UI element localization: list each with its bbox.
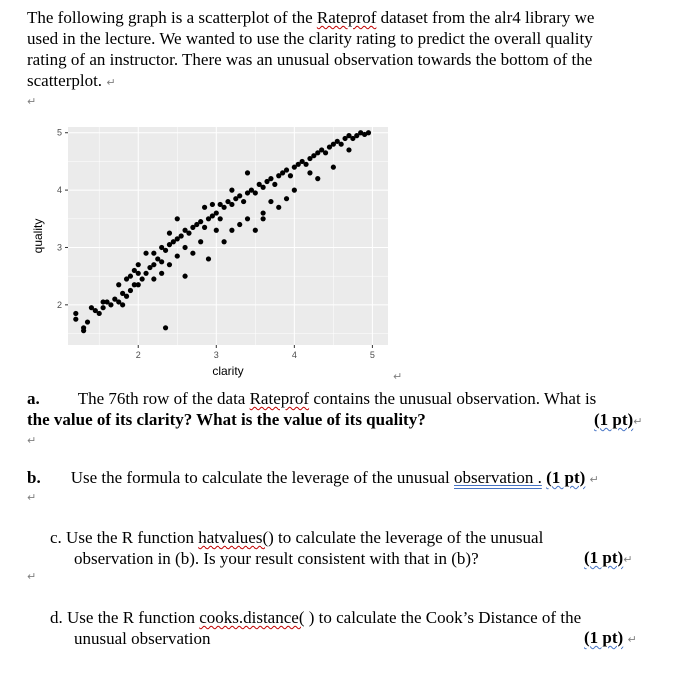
data-point [136, 262, 141, 267]
dataset-name: Rateprof [249, 389, 310, 408]
data-point [245, 216, 250, 221]
data-point [151, 262, 156, 267]
y-axis-title: quality [31, 218, 45, 254]
data-point [253, 190, 258, 195]
data-point [346, 147, 351, 152]
data-point [143, 251, 148, 256]
data-point [288, 173, 293, 178]
return-icon: ↵ [27, 491, 37, 504]
question-c-text: observation in (b). Is your result consistent with that in (b)? [74, 549, 479, 568]
return-icon: ↵ [633, 415, 643, 428]
data-point [97, 311, 102, 316]
data-point [253, 228, 258, 233]
data-point [261, 210, 266, 215]
data-point [175, 253, 180, 258]
plot-panel [68, 127, 388, 345]
data-point [237, 193, 242, 198]
points-badge: (1 pt) [584, 628, 624, 647]
intro-line-3: rating of an instructor. There was an unusual observation towards the bottom of the [27, 50, 593, 69]
data-point [190, 251, 195, 256]
question-d: d. Use the R function cooks.distance( ) to calculate the Cook’s Distance of the unusual observation [50, 608, 582, 648]
data-point [108, 302, 113, 307]
data-point [120, 302, 125, 307]
function-name: cooks.distance( [199, 608, 305, 627]
data-point [73, 311, 78, 316]
data-point [175, 216, 180, 221]
x-tick-label: 3 [213, 350, 219, 360]
return-icon: ↵ [393, 370, 403, 383]
data-point [128, 288, 133, 293]
question-b: b. Use the formula to calculate the leverage of the unusual observation . (1 pt) ↵ [27, 468, 599, 487]
data-point [261, 185, 266, 190]
y-tick-label: 4 [56, 185, 62, 196]
data-point [221, 205, 226, 210]
data-point [167, 231, 172, 236]
data-point [124, 294, 129, 299]
data-point [182, 274, 187, 279]
data-point [237, 222, 242, 227]
question-a-label: a. [27, 389, 40, 408]
y-tick-label: 5 [56, 127, 62, 138]
data-point [151, 276, 156, 281]
data-point [101, 299, 106, 304]
data-point [315, 176, 320, 181]
data-point [221, 239, 226, 244]
data-point [272, 182, 277, 187]
scatterplot [25, 117, 395, 379]
data-point [284, 167, 289, 172]
dataset-name: Rateprof [316, 8, 377, 27]
data-point [202, 225, 207, 230]
intro-line-1: The following graph is a scatterplot of the [27, 8, 317, 27]
points-badge: (1 pt) [546, 468, 586, 487]
data-point [210, 202, 215, 207]
data-point [229, 202, 234, 207]
data-point [159, 259, 164, 264]
data-point [229, 188, 234, 193]
intro-paragraph: The following graph is a scatterplot of the Rateprof dataset from the alr4 library we used in the lecture. We wanted to use the clarity rating to predict the overall quality rating of an instructor. There was an unusual observation towards the bottom of the scatterplot. ↵ [27, 7, 672, 93]
return-icon: ↵ [27, 570, 37, 583]
points-badge: (1 pt) [594, 410, 634, 429]
data-point [245, 170, 250, 175]
return-icon: ↵ [27, 434, 37, 447]
data-point [116, 282, 121, 287]
data-point [186, 231, 191, 236]
intro-line-2: used in the lecture. We wanted to use the clarity rating to predict the overall quality [27, 29, 593, 48]
data-point [159, 271, 164, 276]
question-b-text: Use the formula to calculate the leverage of the unusual [70, 468, 455, 487]
return-icon: ↵ [627, 633, 637, 646]
data-point [81, 328, 86, 333]
data-point [179, 233, 184, 238]
question-b-label: b. [27, 468, 41, 487]
points-badge: (1 pt) [584, 548, 624, 567]
data-point [136, 282, 141, 287]
data-point [143, 271, 148, 276]
data-point [136, 271, 141, 276]
data-point [182, 245, 187, 250]
data-point [198, 239, 203, 244]
data-point [163, 248, 168, 253]
data-point [303, 162, 308, 167]
return-icon: ↵ [27, 95, 37, 108]
return-icon: ↵ [106, 76, 116, 89]
data-point [323, 150, 328, 155]
data-point [339, 142, 344, 147]
y-tick-label: 2 [56, 299, 62, 310]
data-point [292, 188, 297, 193]
outlier-point [163, 325, 168, 330]
data-point [140, 276, 145, 281]
data-point [206, 256, 211, 261]
return-icon: ↵ [623, 553, 633, 566]
data-point [128, 274, 133, 279]
x-tick-label: 4 [291, 350, 297, 360]
data-point [73, 317, 78, 322]
data-point [202, 205, 207, 210]
data-point [331, 165, 336, 170]
question-a-text: the value of its clarity? What is the value of its quality? [27, 410, 426, 429]
data-point [85, 319, 90, 324]
data-point [268, 176, 273, 181]
data-point [151, 251, 156, 256]
question-d-text: unusual observation [74, 629, 211, 648]
data-point [214, 228, 219, 233]
data-point [229, 228, 234, 233]
y-tick-label: 3 [56, 242, 62, 253]
question-a: a. The 76th row of the data Rateprof contains the unusual observation. What is the value of its clarity? What is the value of its quality? (1 pt)↵ ↵ [27, 388, 672, 451]
data-point [214, 210, 219, 215]
data-point [284, 196, 289, 201]
data-point [198, 219, 203, 224]
x-tick-label: 5 [369, 350, 375, 360]
data-point [307, 170, 312, 175]
data-point [218, 216, 223, 221]
data-point [268, 199, 273, 204]
question-c: c. Use the R function hatvalues() to calculate the leverage of the unusual observation in (b). Is your result consistent with that in (b)? [50, 528, 544, 568]
data-point [366, 130, 371, 135]
intro-line-4: scatterplot. [27, 71, 107, 90]
data-point [241, 199, 246, 204]
x-tick-label: 2 [135, 350, 141, 360]
x-axis-title: clarity [212, 364, 244, 378]
data-point [276, 205, 281, 210]
data-point [261, 216, 266, 221]
data-point [167, 262, 172, 267]
data-point [101, 305, 106, 310]
function-name: hatvalues( [198, 528, 269, 547]
return-icon: ↵ [589, 473, 599, 486]
